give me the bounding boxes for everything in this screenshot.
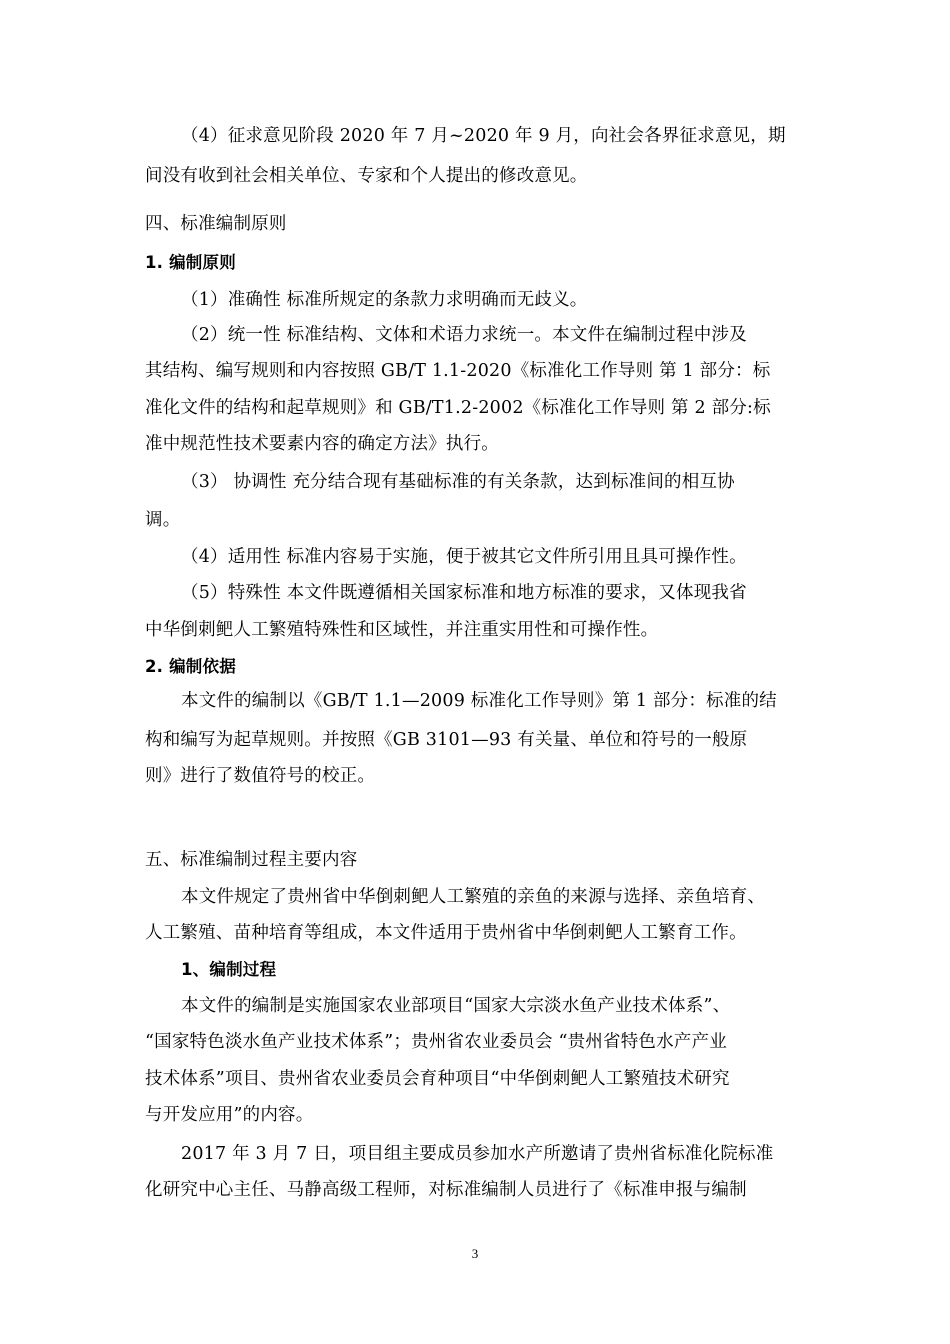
paragraph-line: 化研究中心主任、马静高级工程师，对标准编制人员进行了《标准申报与编制	[145, 1180, 747, 1200]
paragraph-line: （4）适用性 标准内容易于实施，便于被其它文件所引用且具可操作性。	[181, 547, 747, 567]
subsection-heading: 1、编制过程	[181, 960, 277, 979]
subsection-heading: 2. 编制依据	[145, 657, 236, 676]
section-heading: 五、标准编制过程主要内容	[145, 850, 358, 870]
paragraph-line: （4）征求意见阶段 2020 年 7 月~2020 年 9 月，向社会各界征求意见，期	[181, 126, 786, 146]
paragraph-line: “国家特色淡水鱼产业技术体系”；贵州省农业委员会 “贵州省特色水产产业	[145, 1032, 727, 1052]
paragraph-line: （1）准确性 标准所规定的条款力求明确而无歧义。	[181, 290, 588, 310]
paragraph-line: （3） 协调性 充分结合现有基础标准的有关条款，达到标准间的相互协	[181, 472, 735, 492]
paragraph-line: 本文件的编制是实施国家农业部项目“国家大宗淡水鱼产业技术体系”、	[181, 996, 731, 1016]
paragraph-line: 其结构、编写规则和内容按照 GB/T 1.1-2020《标准化工作导则 第 1 部分：标	[145, 361, 771, 381]
paragraph-line: 技术体系”项目、贵州省农业委员会育种项目“中华倒刺鲃人工繁殖技术研究	[145, 1069, 730, 1089]
section-heading: 四、标准编制原则	[145, 214, 287, 234]
paragraph-line: （2）统一性 标准结构、文体和术语力求统一。本文件在编制过程中涉及	[181, 325, 747, 345]
paragraph-line: 本文件的编制以《GB/T 1.1—2009 标准化工作导则》第 1 部分：标准的结	[181, 691, 777, 711]
paragraph-line: 构和编写为起草规则。并按照《GB 3101—93 有关量、单位和符号的一般原	[145, 730, 748, 750]
page-number: 3	[471, 1246, 479, 1261]
paragraph-line: 与开发应用”的内容。	[145, 1105, 314, 1125]
paragraph-line: 准化文件的结构和起草规则》和 GB/T1.2-2002《标准化工作导则 第 2 部分:标	[145, 398, 771, 418]
subsection-heading: 1. 编制原则	[145, 253, 236, 272]
paragraph-line: 中华倒刺鲃人工繁殖特殊性和区域性，并注重实用性和可操作性。	[145, 620, 659, 640]
paragraph-line: 准中规范性技术要素内容的确定方法》执行。	[145, 434, 499, 454]
paragraph-line: 本文件规定了贵州省中华倒刺鲃人工繁殖的亲鱼的来源与选择、亲鱼培育、	[181, 887, 766, 907]
paragraph-line: 人工繁殖、苗种培育等组成，本文件适用于贵州省中华倒刺鲃人工繁育工作。	[145, 923, 747, 943]
paragraph-line: （5）特殊性 本文件既遵循相关国家标准和地方标准的要求，又体现我省	[181, 583, 747, 603]
paragraph-line: 间没有收到社会相关单位、专家和个人提出的修改意见。	[145, 166, 588, 186]
paragraph-line: 2017 年 3 月 7 日，项目组主要成员参加水产所邀请了贵州省标准化院标准	[181, 1144, 774, 1164]
paragraph-line: 调。	[145, 510, 181, 530]
paragraph-line: 则》进行了数值符号的校正。	[145, 766, 376, 786]
